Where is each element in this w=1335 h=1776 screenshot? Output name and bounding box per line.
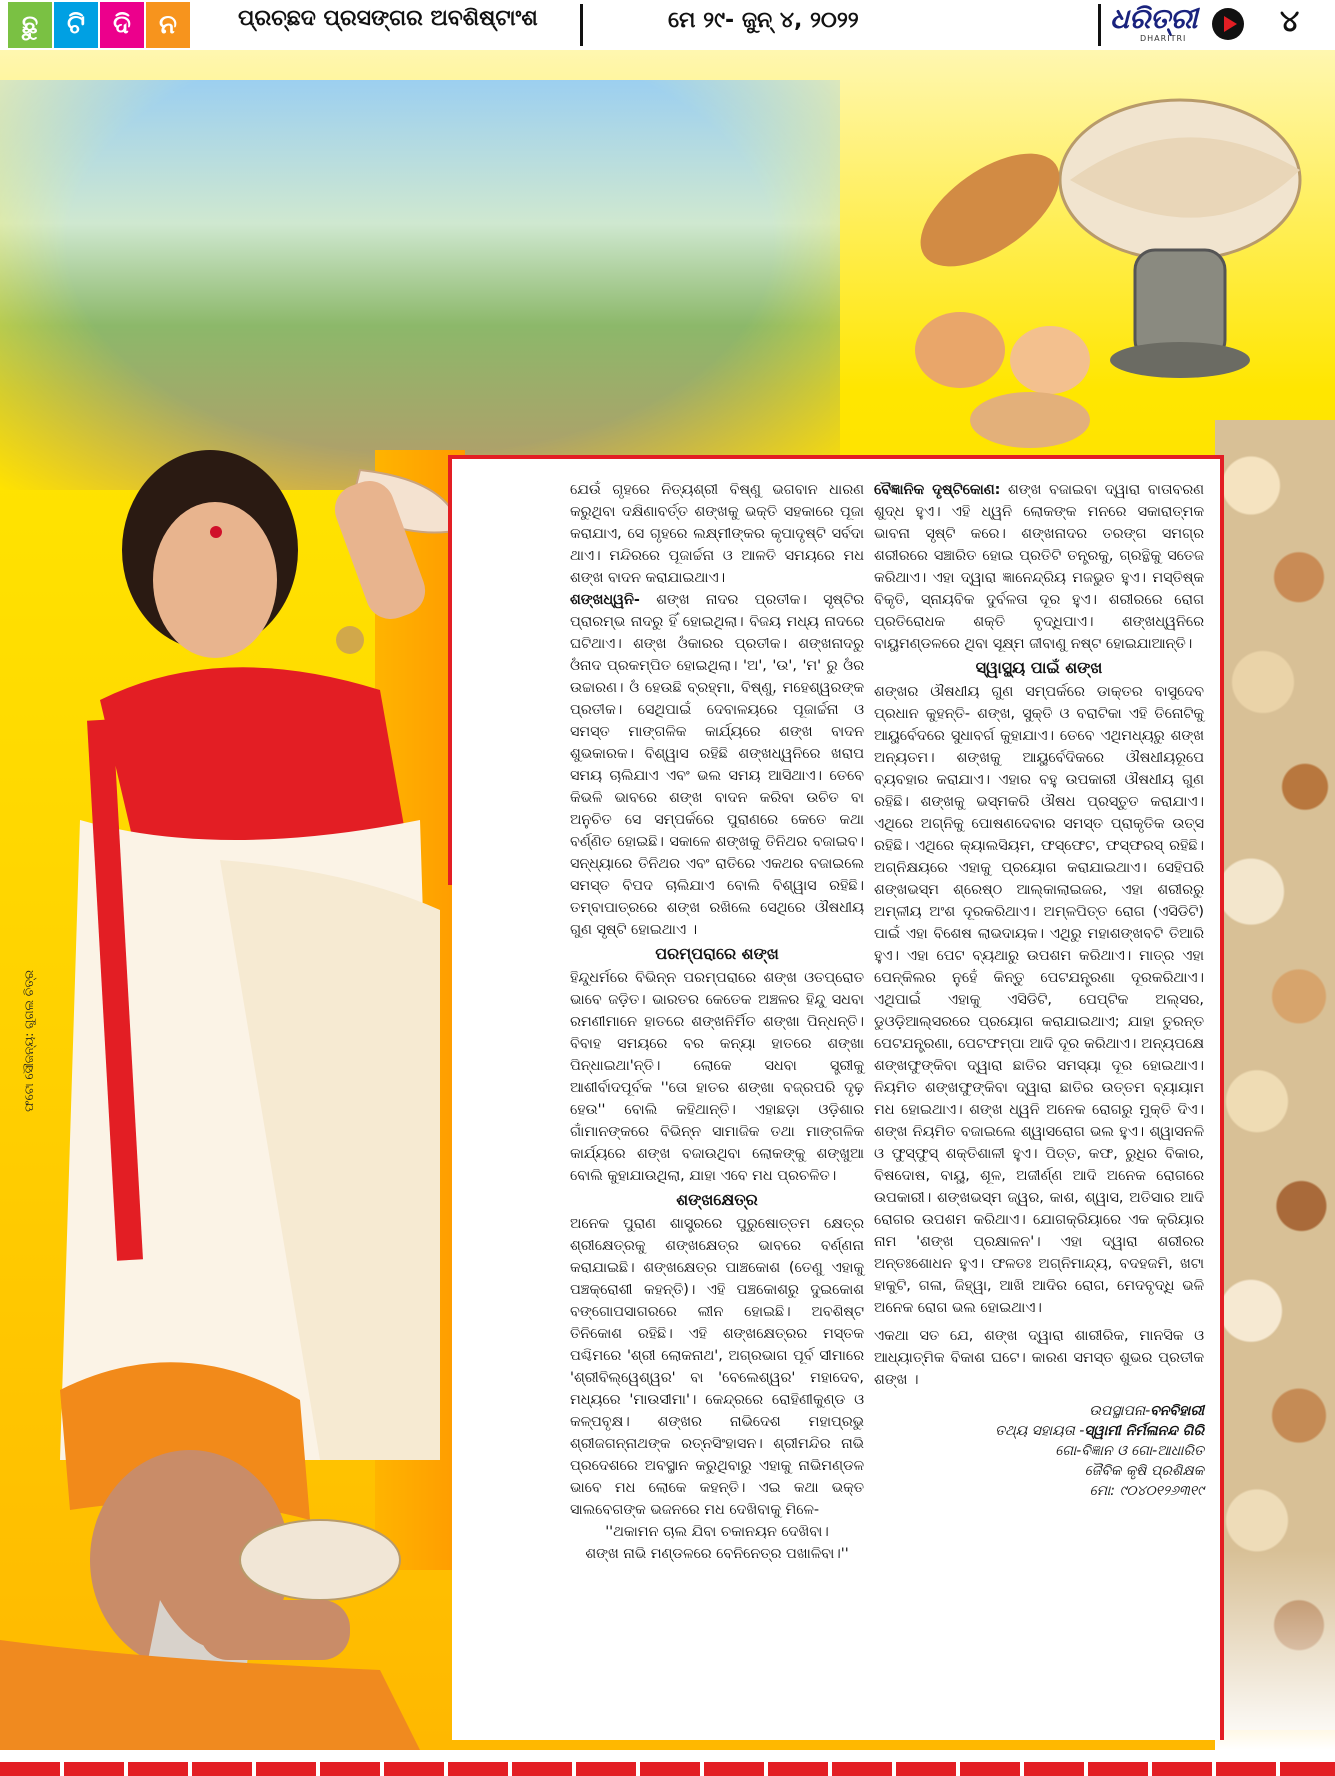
article-paragraph: ଅନେକ ପୁରାଣ ଶାସ୍ତ୍ରରେ ପୁରୁଷୋତ୍ତମ କ୍ଷେତ୍ର ଶ୍ରୀକ୍ଷେତ୍ରକୁ ଶଙ୍ଖକ୍ଷେତ୍ର ଭାବରେ ବର୍ଣ୍ଣନା କରାଯାଇଛି। ଶଙ୍ଖକ୍ଷେତ୍ର ପାଞ୍ଚକୋଶ (ତେଣୁ ଏହାକୁ ପଞ୍ଚକ୍ରୋଶୀ କହନ୍ତି)। ଏହି ପଞ୍ଚକୋଶରୁ ଦୁଇକୋଶ ବଙ୍ଗୋପସାଗରରେ ଲୀନ ହୋଇଛି। ଅବଶିଷ୍ଟ ତିନିକୋଶ ରହିଛି। ଏହି ଶଙ୍ଖକ୍ଷେତ୍ରର ମସ୍ତକ ପଶ୍ଚିମରେ 'ଶ୍ରୀ ଲୋକନାଥ', ଅଗ୍ରଭାଗ ପୂର୍ବ ସୀମାରେ 'ଶ୍ରୀବିଲ୍ୱେଶ୍ୱର' ବା 'ବେଲେଶ୍ୱର' ମହାଦେବ, ମଧ୍ୟରେ 'ମାଉସୀମା'। କେନ୍ଦ୍ରରେ ରୋହିଣୀକୁଣ୍ଡ ଓ କଳ୍ପବୃକ୍ଷ। ଶଙ୍ଖର ନାଭିଦେଶ ମହାପ୍ରଭୁ ଶ୍ରୀଜଗନ୍ନାଥଙ୍କ ରତ୍ନସିଂହାସନ। ଶ୍ରୀମନ୍ଦିର ନାଭି ପ୍ରଦେଶରେ ଅବସ୍ଥାନ କରୁଥିବାରୁ ଏହାକୁ ନାଭିମଣ୍ଡଳ ଭାବେ ମଧ ଲୋକେ କହନ୍ତି। ଏଇ କଥା ଭକ୍ତ ସାଲବେଗଙ୍କ ଭଜନରେ ମଧ ଦେଖିବାକୁ ମିଳେ-	[570, 1216, 864, 1518]
article-column-left	[570, 479, 864, 1565]
article-paragraph: ହିନ୍ଦୁଧର୍ମରେ ବିଭିନ୍ନ ପରମ୍ପରାରେ ଶଙ୍ଖ ଓତପ୍ରୋତ ଭାବେ ଜଡ଼ିତ। ଭାରତର କେତେକ ଅଞ୍ଚଳର ହିନ୍ଦୁ ସଧବା ରମଣୀମାନେ ହାତରେ ଶଙ୍ଖନିର୍ମିତ ଶଙ୍ଖା ପିନ୍ଧନ୍ତି। ବିବାହ ସମୟରେ ବର କନ୍ୟା ହାତରେ ଶଙ୍ଖା ପିନ୍ଧାଇଥା'ନ୍ତି। ଲୋକେ ସଧବା ସ୍ତ୍ରୀକୁ ଆଶୀର୍ବାଦପୂର୍ବକ ''ତୋ ହାତର ଶଙ୍ଖା ବଜ୍ରପରି ଦୃଢ଼ ହେଉ'' ବୋଲି କହିଥାନ୍ତି। ଏହାଛଡ଼ା ଓଡ଼ିଶାର ଗାଁମାନଙ୍କରେ ବିଭିନ୍ନ ସାମାଜିକ ତଥା ମାଙ୍ଗଳିକ କାର୍ଯ୍ୟରେ ଶଙ୍ଖ ବଜାଉଥିବା ଲୋକଙ୍କୁ ଶଙ୍ଖୁଆ ବୋଲି କୁହାଯାଉଥିଲା, ଯାହା ଏବେ ମଧ ପ୍ରଚଳିତ।	[570, 970, 864, 1184]
credit-name: ବନବିହାରୀ	[1150, 1403, 1204, 1419]
subhead-inline: ବୈଜ୍ଞାନିକ ଦୃଷ୍ଟିକୋଣ:	[874, 482, 1001, 498]
masthead-logo	[8, 2, 190, 48]
credit-line: ଜୈବିକ କୃଷି ପ୍ରଶିକ୍ଷକ	[1084, 1463, 1204, 1479]
subheading: ଶଙ୍ଖକ୍ଷେତ୍ର	[676, 1190, 758, 1209]
verse-line: ଶଙ୍ଖ ନାଭି ମଣ୍ଡଳରେ ବେନିନେତ୍ର ପଖାଳିବା।''	[585, 1546, 849, 1562]
paragraph-text: ଶଙ୍ଖ ନାଦର ପ୍ରତୀକ। ସୃଷ୍ଟିର ପ୍ରାରମ୍ଭ ନାଦରୁ ହିଁ ହୋଇଥିଲା। ବିଜୟ ମଧ୍ୟ ନାଦରେ ଘଟିଥାଏ। ଶଙ୍ଖ ଓଁକାରର ପ୍ରତୀକ। ଶଙ୍ଖନାଦରୁ ଓଁନାଦ ପ୍ରକମ୍ପିତ ହୋଇଥିଲା। 'ଅ', 'ଉ', 'ମ' ରୁ ଓଁର ଉଚ୍ଚାରଣ। ଓଁ ହେଉଛି ବ୍ରହ୍ମା, ବିଷ୍ଣୁ, ମହେଶ୍ୱରଙ୍କ ପ୍ରତୀକ। ସେଥିପାଇଁ ଦେବାଳୟରେ ପୂଜାର୍ଚ୍ଚନା ଓ ସମସ୍ତ ମାଙ୍ଗଳିକ କାର୍ଯ୍ୟରେ ଶଙ୍ଖ ବାଦନ ଶୁଭକାରକ। ବିଶ୍ୱାସ ରହିଛି ଶଙ୍ଖଧ୍ୱନିରେ ଖରାପ ସମୟ ଚାଲିଯାଏ ଏବଂ ଭଲ ସମୟ ଆସିଥାଏ। ତେବେ କିଭଳି ଭାବରେ ଶଙ୍ଖ ବାଦନ କରିବା ଉଚିତ ବା ଅନୁଚିତ ସେ ସମ୍ପର୍କରେ ପୁରାଣରେ କେତେ କଥା ବର୍ଣ୍ଣିତ ହୋଇଛି। ସକାଳେ ଶଙ୍ଖକୁ ତିନିଥର ବଜାଇବ। ସନ୍ଧ୍ୟାରେ ତିନିଥର ଏବଂ ରାତିରେ ଏକଥର ବଜାଇଲେ ସମସ୍ତ ବିପଦ ଚାଲିଯାଏ ବୋଲି ବିଶ୍ୱାସ ରହିଛି। ତମ୍ବାପାତ୍ରରେ ଶଙ୍ଖ ରଖିଲେ ସେଥିରେ ଔଷଧୀୟ ଗୁଣ ସୃଷ୍ଟି ହୋଇଥାଏ ।	[570, 592, 864, 938]
conch-blowers-photo	[0, 80, 840, 490]
article-paragraph	[874, 479, 1204, 655]
subhead-inline: ଶଙ୍ଖଧ୍ୱନି-	[570, 592, 640, 608]
photo-credit: ଫଟୋ ସୌଜନ୍ୟ: ଗୁଗଲ ଚିତ୍ର	[22, 970, 36, 1112]
article-panel	[452, 455, 1224, 1740]
page-header	[0, 0, 1335, 50]
subheading: ସ୍ୱାସ୍ଥ୍ୟ ପାଇଁ ଶଙ୍ଖ	[975, 658, 1103, 677]
article-column-right	[874, 479, 1204, 1501]
header-divider	[1098, 4, 1101, 46]
subheading: ପରମ୍ପରାରେ ଶଙ୍ଖ	[655, 944, 779, 963]
sadhu-blowing-conch-photo	[0, 1340, 420, 1750]
section-title: ପ୍ରଚ୍ଛଦ ପ୍ରସଙ୍ଗର ଅବଶିଷ୍ଟାଂଶ	[238, 6, 538, 31]
article-intro: ଯେଉଁ ଗୃହରେ ନିତ୍ୟଶ୍ରୀ ବିଷ୍ଣୁ ଭଗବାନ ଧାରଣ କରୁଥିବା ଦକ୍ଷିଣାବର୍ତ୍ତ ଶଙ୍ଖକୁ ଭକ୍ତି ସହକାରେ ପୂଜା କରାଯାଏ, ସେ ଗୃହରେ ଲକ୍ଷ୍ମୀଙ୍କର କୃପାଦୃଷ୍ଟି ସର୍ବଦା ଥାଏ। ମନ୍ଦିରରେ ପୂଜାର୍ଚ୍ଚନା ଓ ଆଳତି ସମୟରେ ମଧ ଶଙ୍ଖ ବାଦନ କରାଯାଇଥାଏ।	[570, 482, 864, 586]
masthead-tile-4: ନ	[146, 2, 190, 48]
article-closing: ଏକଥା ସତ ଯେ, ଶଙ୍ଖ ଦ୍ୱାରା ଶାରୀରିକ, ମାନସିକ ଓ ଆଧ୍ୟାତ୍ମିକ ବିକାଶ ଘଟେ। କାରଣ ସମସ୍ତ ଶୁଭର ପ୍ରତୀକ ଶଙ୍ଖ ।	[874, 1328, 1204, 1388]
issue-date: ମେ ୨୯- ଜୁନ୍ ୪, ୨୦୨୨	[668, 8, 859, 33]
header-divider	[580, 4, 583, 46]
credit-name: ସ୍ୱାମୀ ନିର୍ମଳାନନ୍ଦ ଗିରି	[1084, 1423, 1204, 1439]
shell-fade	[1215, 1550, 1335, 1750]
verse-line: ''ଥକାମନ ଚାଲ ଯିବା ଚକାନୟନ ଦେଖିବା।	[605, 1524, 829, 1540]
author-credit	[874, 1401, 1204, 1421]
play-icon-triangle	[1224, 16, 1237, 32]
page-number: ୪	[1280, 4, 1300, 39]
credit-label: ଉପସ୍ଥାପନା-	[1089, 1403, 1151, 1419]
woman-blowing-conch-photo	[20, 440, 460, 1460]
page-footer-bar	[0, 1762, 1335, 1776]
article-paragraph	[570, 589, 864, 941]
paragraph-text: ଶଙ୍ଖ ବଜାଇବା ଦ୍ୱାରା ବାତାବରଣ ଶୁଦ୍ଧ ହୁଏ। ଏହି ଧ୍ୱନି ଲୋକଙ୍କ ମନରେ ସକାରାତ୍ମକ ଭାବନା ସୃଷ୍ଟି କରେ। ଶଙ୍ଖନାଦର ତରଙ୍ଗ ସମଗ୍ର ଶରୀରରେ ସଞ୍ଚାରିତ ହୋଇ ପ୍ରତିଟି ତନ୍ତ୍ରକୁ, ଗ୍ରନ୍ଥିକୁ ସତେଜ କରିଥାଏ। ଏହା ଦ୍ୱାରା ଜ୍ଞାନେନ୍ଦ୍ରିୟ ମଜଭୁତ ହୁଏ। ମସ୍ତିଷ୍କ ବିକୃତି, ସ୍ନାୟବିକ ଦୁର୍ବଳତା ଦୂର ହୁଏ। ଶରୀରରେ ରୋଗ ପ୍ରତିରୋଧକ ଶକ୍ତି ବୃଦ୍ଧିପାଏ। ଶଙ୍ଖଧ୍ୱନିରେ ବାୟୁମଣ୍ଡଳରେ ଥିବା ସୂକ୍ଷ୍ମ ଜୀବାଣୁ ନଷ୍ଟ ହୋଇଯାଆନ୍ତି।	[874, 482, 1204, 652]
brand-logo: ଧରିତ୍ରୀ	[1110, 2, 1198, 35]
masthead-tile-3: ଦି	[100, 2, 144, 48]
brand-logo-subtitle: DHARITRI	[1140, 34, 1187, 43]
shell-pile-image	[1215, 420, 1335, 1730]
credit-phone: ମୋ: ୯୦୪୦୧୨୬୩୧୯	[1089, 1483, 1204, 1499]
masthead-tile-2: ଟି	[54, 2, 98, 48]
masthead-tile-1: ଛୁ	[8, 2, 52, 48]
source-credit	[874, 1421, 1204, 1441]
credit-label: ତଥ୍ୟ ସହାୟତା -	[995, 1423, 1085, 1439]
conch-shells-image	[880, 60, 1310, 450]
article-paragraph: ଶଙ୍ଖର ଔଷଧୀୟ ଗୁଣ ସମ୍ପର୍କରେ ଡାକ୍ତର ବାସୁଦେବ ପ୍ରଧାନ କୁହନ୍ତି- ଶଙ୍ଖ, ସୁକ୍ତି ଓ ବରାଟିକା ଏହି ତିନୋଟିକୁ ଆୟୁର୍ବେଦରେ ସୁଧାବର୍ଗ କୁହାଯାଏ। ତେବେ ଏଥିମଧ୍ୟରୁ ଶଙ୍ଖ ଅନ୍ୟତମ। ଶଙ୍ଖକୁ ଆୟୁର୍ବେଦିକରେ ଔଷଧୀୟରୂପେ ବ୍ୟବହାର କରାଯାଏ। ଏହାର ବହୁ ଉପକାରୀ ଔଷଧୀୟ ଗୁଣ ରହିଛି। ଶଙ୍ଖକୁ ଭସ୍ମକରି ଔଷଧ ପ୍ରସ୍ତୁତ କରାଯାଏ। ଏଥିରେ ଅଗ୍ନିକୁ ପୋଷଣଦେବାର ସମସ୍ତ ପ୍ରାକୃତିକ ଉତ୍ସ ରହିଛି। ଏଥିରେ କ୍ୟାଲସିୟମ, ଫସ୍‌ଫେଟ, ଫସ୍‌ଫରସ୍ ରହିଛି। ଅଗ୍ନିକ୍ଷୟରେ ଏହାକୁ ପ୍ରୟୋଗ କରାଯାଇଥାଏ। ସେହିପରି ଶଙ୍ଖଭସ୍ମ ଶ୍ରେଷ୍ଠ ଆଲ୍‌କାଲାଇଜର, ଏହା ଶରୀରରୁ ଅମ୍ଳୀୟ ଅଂଶ ଦୂରକରିଥାଏ। ଅମ୍ଳପିତ୍ତ ରୋଗ (ଏସିଡିଟି) ପାଇଁ ଏହା ବିଶେଷ ଲାଭଦାୟକ। ଏଥିରୁ ମହାଶଙ୍ଖବଟି ତିଆରି ହୁଏ। ଏହା ପେଟ ବ୍ୟଥାରୁ ଉପଶମ କରିଥାଏ। ମାତ୍ର ଏହା ପେନ୍‌କିଲର ନୁହେଁ କିନ୍ତୁ ପେଟଯନ୍ତ୍ରଣା ଦୂରକରିଥାଏ। ଏଥିପାଇଁ ଏହାକୁ ଏସିଡିଟି, ପେପ୍‌ଟିକ ଅଲ୍‌ସର, ଡୁଓଡ଼ିଆଲ୍‌ସରରେ ପ୍ରୟୋଗ କରାଯାଇଥାଏ; ଯାହା ତୁରନ୍ତ ପେଟଯନ୍ତ୍ରଣା, ପେଟଫମ୍ପା ଆଦି ଦୂର କରିଥାଏ। ଅନ୍ୟପକ୍ଷେ ଶଙ୍ଖଫୁଙ୍କିବା ଦ୍ୱାରା ଛାତିର ସମସ୍ୟା ଦୂର ହୋଇଥାଏ। ନିୟମିତ ଶଙ୍ଖଫୁଙ୍କିବା ଦ୍ୱାରା ଛାତିର ଉତ୍ତମ ବ୍ୟାୟାମ ମଧ ହୋଇଥାଏ। ଶଙ୍ଖ ଧ୍ୱନି ଅନେକ ରୋଗରୁ ମୁକ୍ତି ଦିଏ। ଶଙ୍ଖ ନିୟମିତ ବଜାଇଲେ ଶ୍ୱାସରୋଗ ଭଲ ହୁଏ। ଶ୍ୱାସନଳି ଓ ଫୁସ୍‌ଫୁସ୍ ଶକ୍ତିଶାଳୀ ହୁଏ। ପିତ୍ତ, କଫ, ରୁଧିର ବିକାର, ବିଷଦୋଷ, ବାୟୁ, ଶୂଳ, ଅଜୀର୍ଣ୍ଣ ଆଦି ଅନେକ ରୋଗରେ ଉପକାରୀ। ଶଙ୍ଖଭସ୍ମ ଜ୍ୱର, କାଶ, ଶ୍ୱାସ, ଅତିସାର ଆଦି ରୋଗର ଉପଶମ କରିଥାଏ। ଯୋଗକ୍ରିୟାରେ ଏକ କ୍ରିୟାର ନାମ 'ଶଙ୍ଖ ପ୍ରକ୍ଷାଳନ'। ଏହା ଦ୍ୱାରା ଶରୀରର ଅନ୍ତଃଶୋଧନ ହୁଏ। ଫଳତଃ ଅଗ୍ନିମାନ୍ଦ୍ୟ, ବଦହଜମି, ଖଟା ହାକୁଟି, ଗଳା, ଜିହ୍ୱା, ଆଖି ଆଦିର ରୋଗ, ମେଦବୃଦ୍ଧି ଭଳି ଅନେକ ରୋଗ ଭଲ ହୋଇଥାଏ।	[874, 684, 1204, 1316]
credit-line: ଗୋ-ବିଜ୍ଞାନ ଓ ଗୋ-ଆଧାରିତ	[1055, 1443, 1204, 1459]
